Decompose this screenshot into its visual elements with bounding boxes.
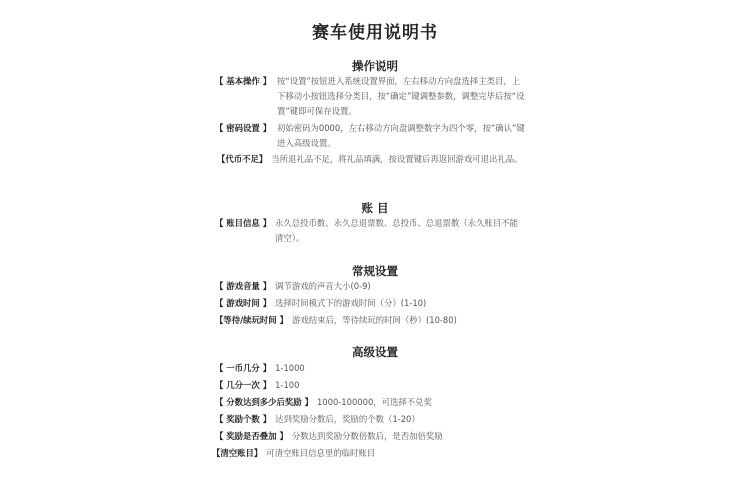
- row-tag: 【 基本操作 】: [215, 76, 272, 86]
- row-tag: 【 密码设置 】: [215, 123, 272, 133]
- row-text: 选择时间模式下的游戏时间（分）(1-10): [275, 298, 427, 308]
- row-basic-operation: [215, 74, 525, 122]
- row-password-setting: [215, 121, 525, 153]
- row-text: 初始密码为0000，左右移动方向盘调整数字为四个零，按“确认”键进入高级设置。: [277, 123, 525, 148]
- row-text: 调节游戏的声音大小(0-9): [275, 281, 371, 291]
- document-title: 赛车使用说明书: [312, 23, 438, 43]
- row-text: 达到奖励分数后，奖励的个数（1-20）: [275, 414, 420, 424]
- row-tag: 【 一币几分 】: [215, 363, 272, 373]
- row-text: 1-100: [275, 380, 300, 390]
- row-text: 按“设置”按钮进入系统设置界面，左右移动方向盘选择主类目，上下移动小按钮选择分类目，按“确定”键调整参数，调整完毕后按“设置”键即可保存设置。: [277, 76, 525, 116]
- row-tag: 【 游戏音量 】: [215, 281, 272, 291]
- row-text: 1000-100000，可选择不兑奖: [316, 397, 432, 407]
- row-tag: 【 奖励个数 】: [215, 414, 272, 424]
- row-game-volume: [215, 279, 371, 294]
- row-text: 可清空账目信息里的临时账目: [266, 448, 376, 458]
- row-tag: 【 几分一次 】: [215, 380, 272, 390]
- row-reward-count: [215, 412, 420, 427]
- row-wait-continue-time: [215, 313, 457, 328]
- section-title-advanced: 高级设置: [352, 345, 398, 359]
- row-reward-stacking: [215, 429, 443, 444]
- row-tag: 【 账目信息 】: [215, 218, 272, 228]
- row-reward-threshold: [215, 395, 432, 410]
- row-coin-points: [215, 361, 305, 376]
- row-game-time: [215, 296, 426, 311]
- row-tag: 【代币不足】: [217, 154, 268, 164]
- row-text: 游戏结束后，等待续玩的时间（秒）(10-80): [291, 315, 457, 325]
- row-text: 分数达到奖励分数倍数后，是否加倍奖励: [291, 431, 443, 441]
- row-points-per-play: [215, 378, 299, 393]
- row-text: 永久总投币数、永久总退票数、总投币、总退票数（永久账目不能清空）。: [275, 218, 518, 243]
- row-text: 1-1000: [275, 363, 305, 373]
- section-title-account: 账 目: [361, 201, 389, 215]
- row-tag: 【 奖励是否叠加 】: [215, 431, 288, 441]
- row-tag: 【 游戏时间 】: [215, 298, 272, 308]
- row-account-info: [215, 216, 525, 248]
- row-tag: 【清空账目】: [212, 448, 263, 458]
- section-title-regular: 常规设置: [352, 264, 398, 278]
- row-clear-account: [212, 446, 375, 461]
- row-tag: 【 分数达到多少后奖励 】: [215, 397, 313, 407]
- row-text: 当所退礼品不足，将礼品填满，按设置键后再返回游戏可退出礼品。: [271, 154, 523, 164]
- row-tag: 【等待/续玩时间 】: [215, 315, 288, 325]
- row-insufficient-tokens: [217, 152, 523, 167]
- section-title-operation: 操作说明: [352, 59, 398, 73]
